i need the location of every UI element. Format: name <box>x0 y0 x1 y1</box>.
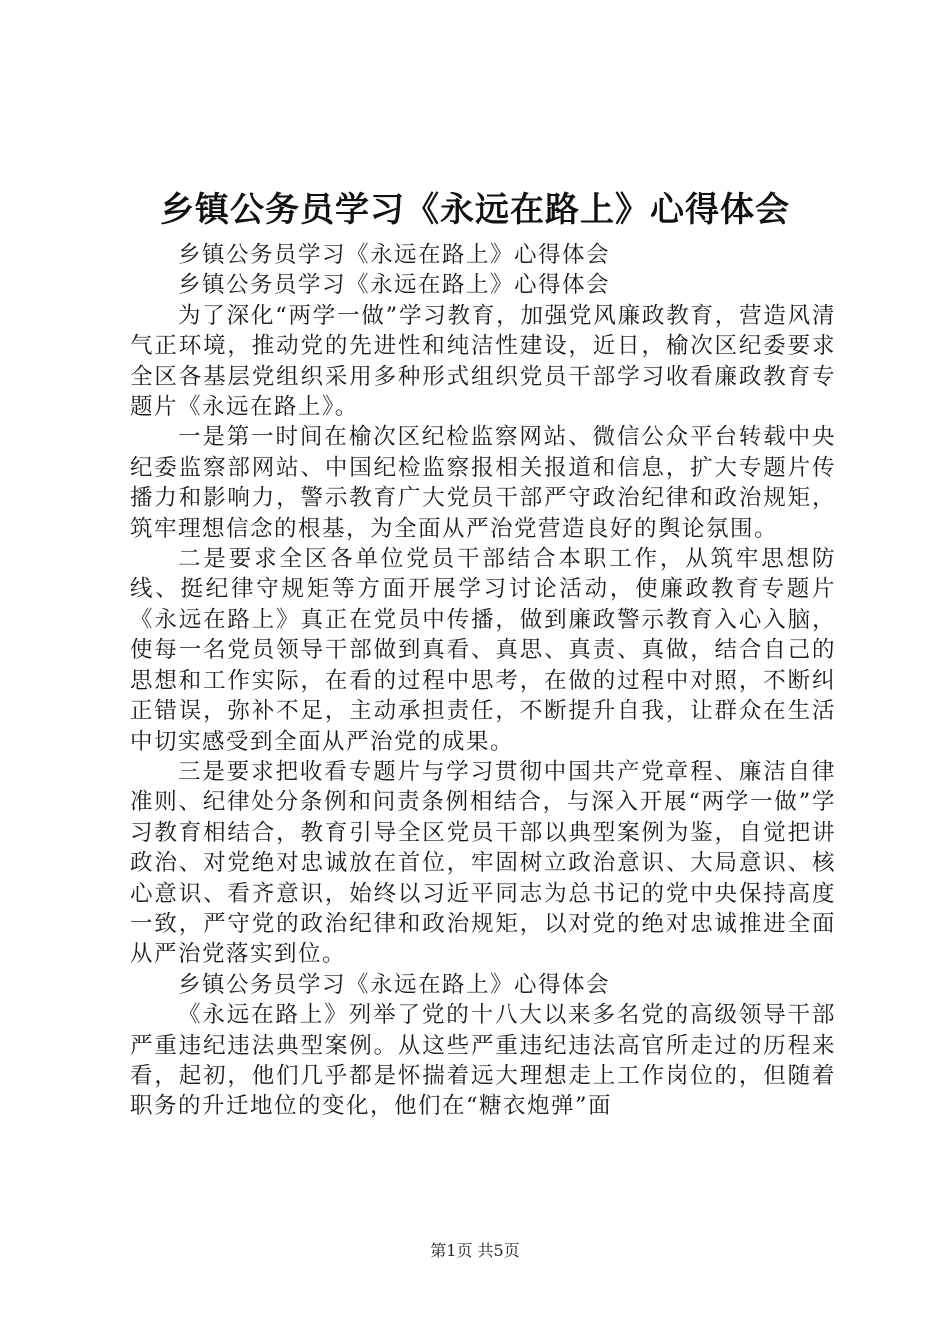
subtitle-paragraph: 乡镇公务员学习《永远在路上》心得体会 <box>178 242 611 268</box>
body-paragraph: 《永远在路上》列举了党的十八大以来多名党的高级领导干部严重违纪违法典型案例。从这些严重违纪违法高官所走过的历程来看，起初，他们几乎都是怀揣着远大理想走上工作岗位的，但随着职务的升迁地位的变化，他们在“糖衣炮弹”面 <box>130 1002 836 1120</box>
point-two-paragraph: 二是要求全区各单位党员干部结合本职工作，从筑牢思想防线、挺纪律守规矩等方面开展学习讨论活动，使廉政教育专题片《永远在路上》真正在党员中传播，做到廉政警示教育入心入脑，使每一名党员领导干部做到真看、真思、真责、真做，结合自己的思想和工作实际，在看的过程中思考，在做的过程中对照，不断纠正错误，弥补不足，主动承担责任，不断提升自我，让群众在生活中切实感受到全面从严治党的成果。 <box>130 546 836 755</box>
document-title: 乡镇公务员学习《永远在路上》心得体会 <box>160 190 790 230</box>
point-one-paragraph: 一是第一时间在榆次区纪检监察网站、微信公众平台转载中央纪委监察部网站、中国纪检监察报相关报道和信息，扩大专题片传播力和影响力，警示教育广大党员干部严守政治纪律和政治规矩，筑牢理想信念的根基，为全面从严治党营造良好的舆论氛围。 <box>130 424 836 542</box>
page-footer: 第1页 共5页 <box>430 1241 520 1260</box>
point-three-paragraph: 三是要求把收看专题片与学习贯彻中国共产党章程、廉洁自律准则、纪律处分条例和问责条例相结合，与深入开展“两学一做”学习教育相结合，教育引导全区党员干部以典型案例为鉴，自觉把讲政治、对党绝对忠诚放在首位，牢固树立政治意识、大局意识、核心意识、看齐意识，始终以习近平同志为总书记的党中央保持高度一致，严守党的政治纪律和政治规矩，以对党的绝对忠诚推进全面从严治党落实到位。 <box>130 758 836 968</box>
section-heading-paragraph-2: 乡镇公务员学习《永远在路上》心得体会 <box>178 971 611 998</box>
document-body <box>130 240 836 1122</box>
intro-paragraph: 为了深化“两学一做”学习教育，加强党风廉政教育，营造风清气正环境，推动党的先进性和纯洁性建设，近日，榆次区纪委要求全区各基层党组织采用多种形式组织党员干部学习收看廉政教育专题片《永远在路上》。 <box>130 302 836 421</box>
section-heading-paragraph: 乡镇公务员学习《永远在路上》心得体会 <box>178 272 611 299</box>
